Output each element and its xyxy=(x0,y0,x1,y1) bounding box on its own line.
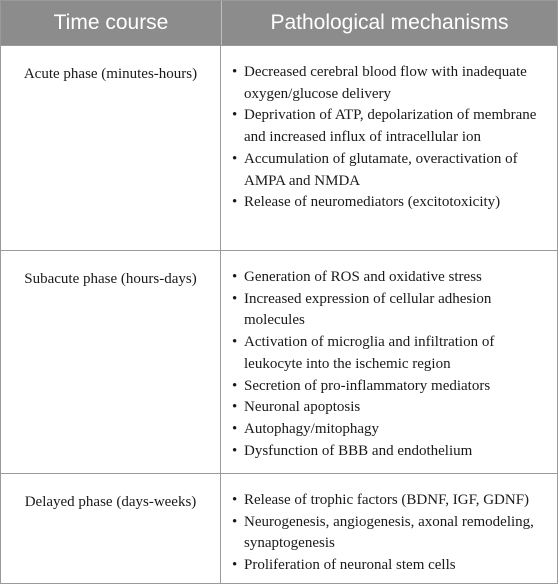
phase-label: Subacute phase (hours-days) xyxy=(1,251,221,473)
mechanisms-cell xyxy=(221,46,557,250)
table-row-subacute xyxy=(1,250,557,473)
list-item: • Proliferation of neuronal stem cells xyxy=(232,555,551,577)
list-item: • Release of trophic factors (BDNF, IGF, GDNF) xyxy=(232,490,551,512)
list-item: • Release of neuromediators (excitotoxicity) xyxy=(232,192,551,214)
list-item: • Secretion of pro-inflammatory mediators xyxy=(232,376,551,398)
header-pathological-mechanisms: Pathological mechanisms xyxy=(270,11,509,34)
phase-label: Delayed phase (days-weeks) xyxy=(1,474,221,584)
phase-label: Acute phase (minutes-hours) xyxy=(1,46,221,250)
mechanisms-cell xyxy=(221,251,557,473)
list-item: • Neurogenesis, angiogenesis, axonal remodeling, synaptogenesis xyxy=(232,512,551,555)
list-item: • Decreased cerebral blood flow with inadequate oxygen/glucose delivery xyxy=(232,62,551,105)
list-item: • Accumulation of glutamate, overactivation of AMPA and NMDA xyxy=(232,149,551,192)
mechanism-list xyxy=(232,490,551,577)
list-item: • Generation of ROS and oxidative stress xyxy=(232,267,551,289)
mechanisms-cell xyxy=(221,474,557,584)
list-item: • Activation of microglia and infiltration of leukocyte into the ischemic region xyxy=(232,332,551,375)
list-item: • Neuronal apoptosis xyxy=(232,397,551,419)
mechanism-list xyxy=(232,62,551,214)
list-item: • Autophagy/mitophagy xyxy=(232,419,551,441)
mechanism-list xyxy=(232,267,551,462)
list-item: • Dysfunction of BBB and endothelium xyxy=(232,441,551,463)
list-item: • Increased expression of cellular adhesion molecules xyxy=(232,289,551,332)
header-time-course: Time course xyxy=(1,1,222,45)
table-header xyxy=(1,1,557,45)
list-item: • Deprivation of ATP, depolarization of membrane and increased influx of intracellular ion xyxy=(232,105,551,148)
table-row-acute xyxy=(1,45,557,250)
table-row-delayed xyxy=(1,473,557,584)
